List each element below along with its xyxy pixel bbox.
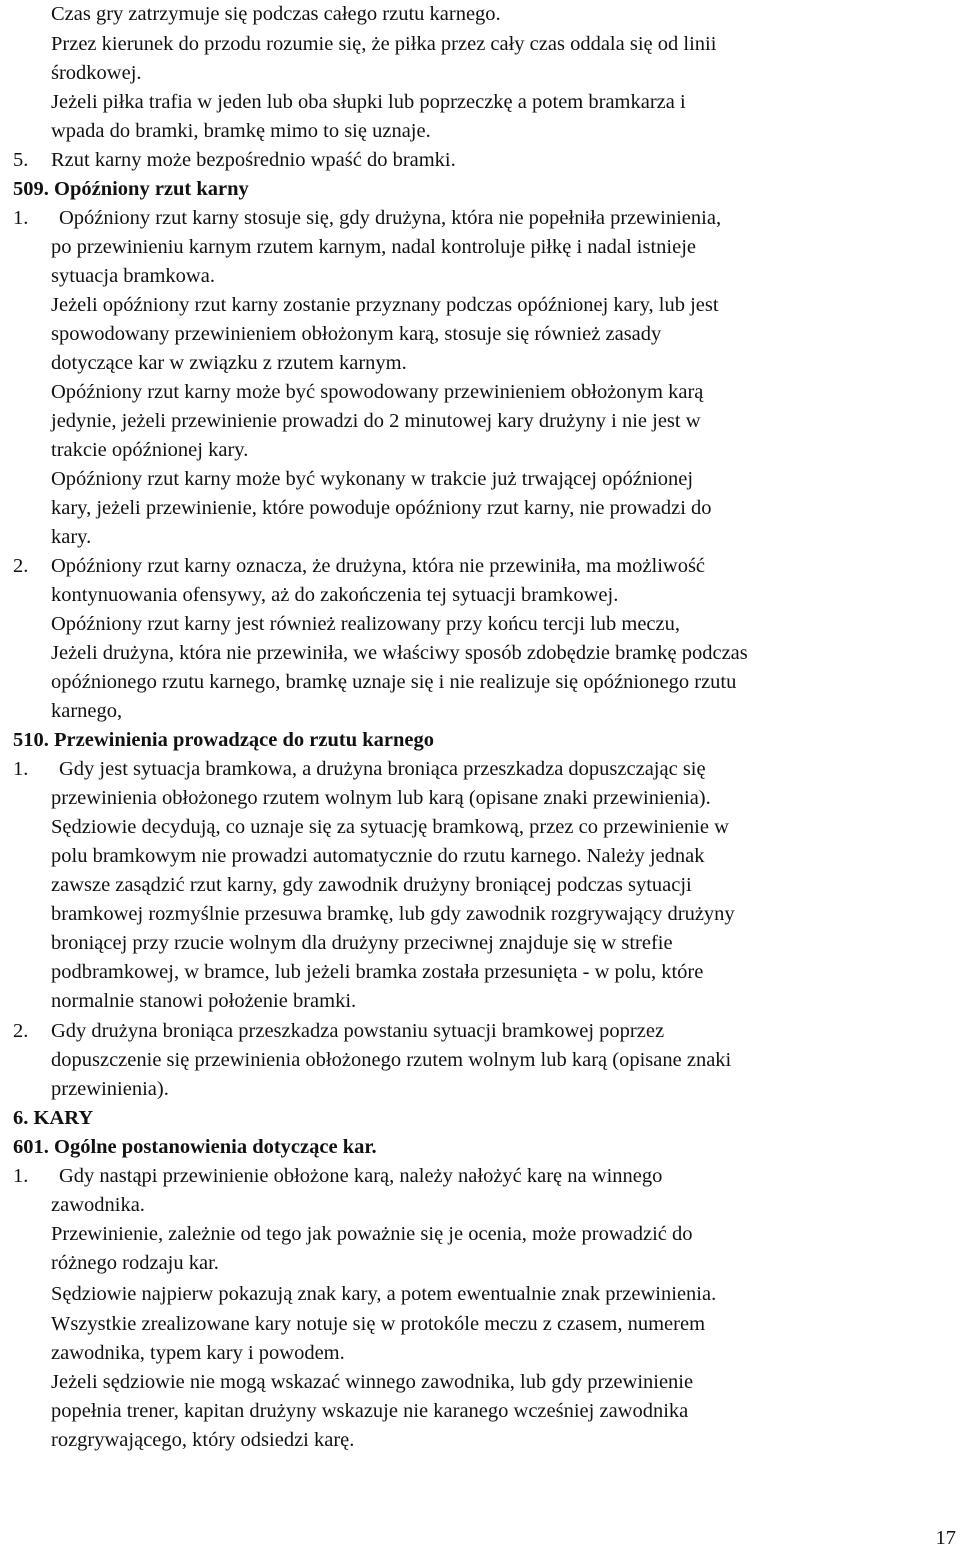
section-heading-601: 601. Ogólne postanowienia dotyczące kar. [13,1136,377,1158]
paragraph-line: popełnia trener, kapitan drużyny wskazuje nie karanego wcześniej zawodnika [51,1400,689,1422]
paragraph-line: Jeżeli piłka trafia w jeden lub oba słupki lub poprzeczkę a potem bramkarza i [51,91,686,113]
paragraph-line: Gdy drużyna broniąca przeszkadza powstaniu sytuacji bramkowej poprzez [51,1020,665,1042]
paragraph-line: Gdy jest sytuacja bramkowa, a drużyna broniąca przeszkadza dopuszczając się [59,758,706,780]
paragraph-line: Opóźniony rzut karny jest również realizowany przy końcu tercji lub meczu, [51,613,681,635]
page-number: 17 [935,1527,956,1549]
list-number: 1. [13,758,29,780]
paragraph-line: kary. [51,526,92,548]
paragraph-line: Przez kierunek do przodu rozumie się, że piłka przez cały czas oddala się od linii [51,33,717,55]
paragraph-line: Rzut karny może bezpośrednio wpaść do bramki. [51,149,456,171]
paragraph-line: Opóźniony rzut karny oznacza, że drużyna, która nie przewiniła, ma możliwość [51,555,706,577]
paragraph-line: sytuacja bramkowa. [51,265,215,287]
paragraph-line: rozgrywającego, który odsiedzi karę. [51,1429,355,1451]
paragraph-line: wpada do bramki, bramkę mimo to się uznaje. [51,120,431,142]
paragraph-line: Wszystkie zrealizowane kary notuje się w protokóle meczu z czasem, numerem [51,1313,706,1335]
paragraph-line: Czas gry zatrzymuje się podczas całego rzutu karnego. [51,3,501,25]
paragraph-line: Sędziowie najpierw pokazują znak kary, a potem ewentualnie znak przewinienia. [51,1283,717,1305]
list-number: 1. [13,207,29,229]
paragraph-line: dopuszczenie się przewinienia obłożonego rzutem wolnym lub karą (opisane znaki [51,1049,732,1071]
paragraph-line: kontynuowania ofensywy, aż do zakończenia tej sytuacji bramkowej. [51,584,619,606]
paragraph-line: przewinienia). [51,1078,169,1100]
list-number: 2. [13,555,29,577]
section-heading-509: 509. Opóźniony rzut karny [13,178,249,200]
paragraph-line: Opóźniony rzut karny stosuje się, gdy drużyna, która nie popełniła przewinienia, [59,207,722,229]
paragraph-line: Sędziowie decydują, co uznaje się za sytuację bramkową, przez co przewinienie w [51,816,729,838]
paragraph-line: Jeżeli drużyna, która nie przewiniła, we właściwy sposób zdobędzie bramkę podczas [51,642,748,664]
paragraph-line: Przewinienie, zależnie od tego jak poważnie się je ocenia, może prowadzić do [51,1223,693,1245]
paragraph-line: Gdy nastąpi przewinienie obłożone karą, należy nałożyć karę na winnego [59,1165,663,1187]
paragraph-line: bramkowej rozmyślnie przesuwa bramkę, lub gdy zawodnik rozgrywający drużyny [51,903,735,925]
paragraph-line: broniącej przy rzucie wolnym dla drużyny przeciwnej znajduje się w strefie [51,932,673,954]
section-heading-510: 510. Przewinienia prowadzące do rzutu karnego [13,729,434,751]
paragraph-line: normalnie stanowi położenie bramki. [51,990,357,1012]
paragraph-line: Jeżeli opóźniony rzut karny zostanie przyznany podczas opóźnionej kary, lub jest [51,294,719,316]
paragraph-line: dotyczące kar w związku z rzutem karnym. [51,352,407,374]
paragraph-line: przewinienia obłożonego rzutem wolnym lub karą (opisane znaki przewinienia). [51,787,711,809]
paragraph-line: zawsze zasądzić rzut karny, gdy zawodnik drużyny broniącej podczas sytuacji [51,874,692,896]
paragraph-line: polu bramkowym nie prowadzi automatycznie do rzutu karnego. Należy jednak [51,845,705,867]
paragraph-line: Opóźniony rzut karny może być spowodowany przewinieniem obłożonym karą [51,381,704,403]
paragraph-line: spowodowany przewinieniem obłożonym karą, stosuje się również zasady [51,323,662,345]
chapter-heading-6: 6. KARY [13,1107,94,1129]
paragraph-line: kary, jeżeli przewinienie, które powoduje opóźniony rzut karny, nie prowadzi do [51,497,712,519]
paragraph-line: środkowej. [51,62,142,84]
paragraph-line: podbramkowej, w bramce, lub jeżeli bramka została przesunięta - w polu, które [51,961,704,983]
paragraph-line: Jeżeli sędziowie nie mogą wskazać winnego zawodnika, lub gdy przewinienie [51,1371,694,1393]
list-number: 5. [13,149,29,171]
paragraph-line: opóźnionego rzutu karnego, bramkę uznaje się i nie realizuje się opóźnionego rzutu [51,671,737,693]
list-number: 1. [13,1165,29,1187]
paragraph-line: Opóźniony rzut karny może być wykonany w trakcie już trwającej opóźnionej [51,468,694,490]
paragraph-line: różnego rodzaju kar. [51,1252,219,1274]
list-number: 2. [13,1020,29,1042]
paragraph-line: po przewinieniu karnym rzutem karnym, nadal kontroluje piłkę i nadal istnieje [51,236,696,258]
paragraph-line: jedynie, jeżeli przewinienie prowadzi do 2 minutowej kary drużyny i nie jest w [51,410,701,432]
paragraph-line: zawodnika, typem kary i powodem. [51,1342,345,1364]
paragraph-line: zawodnika. [51,1194,145,1216]
paragraph-line: trakcie opóźnionej kary. [51,439,249,461]
paragraph-line: karnego, [51,700,123,722]
